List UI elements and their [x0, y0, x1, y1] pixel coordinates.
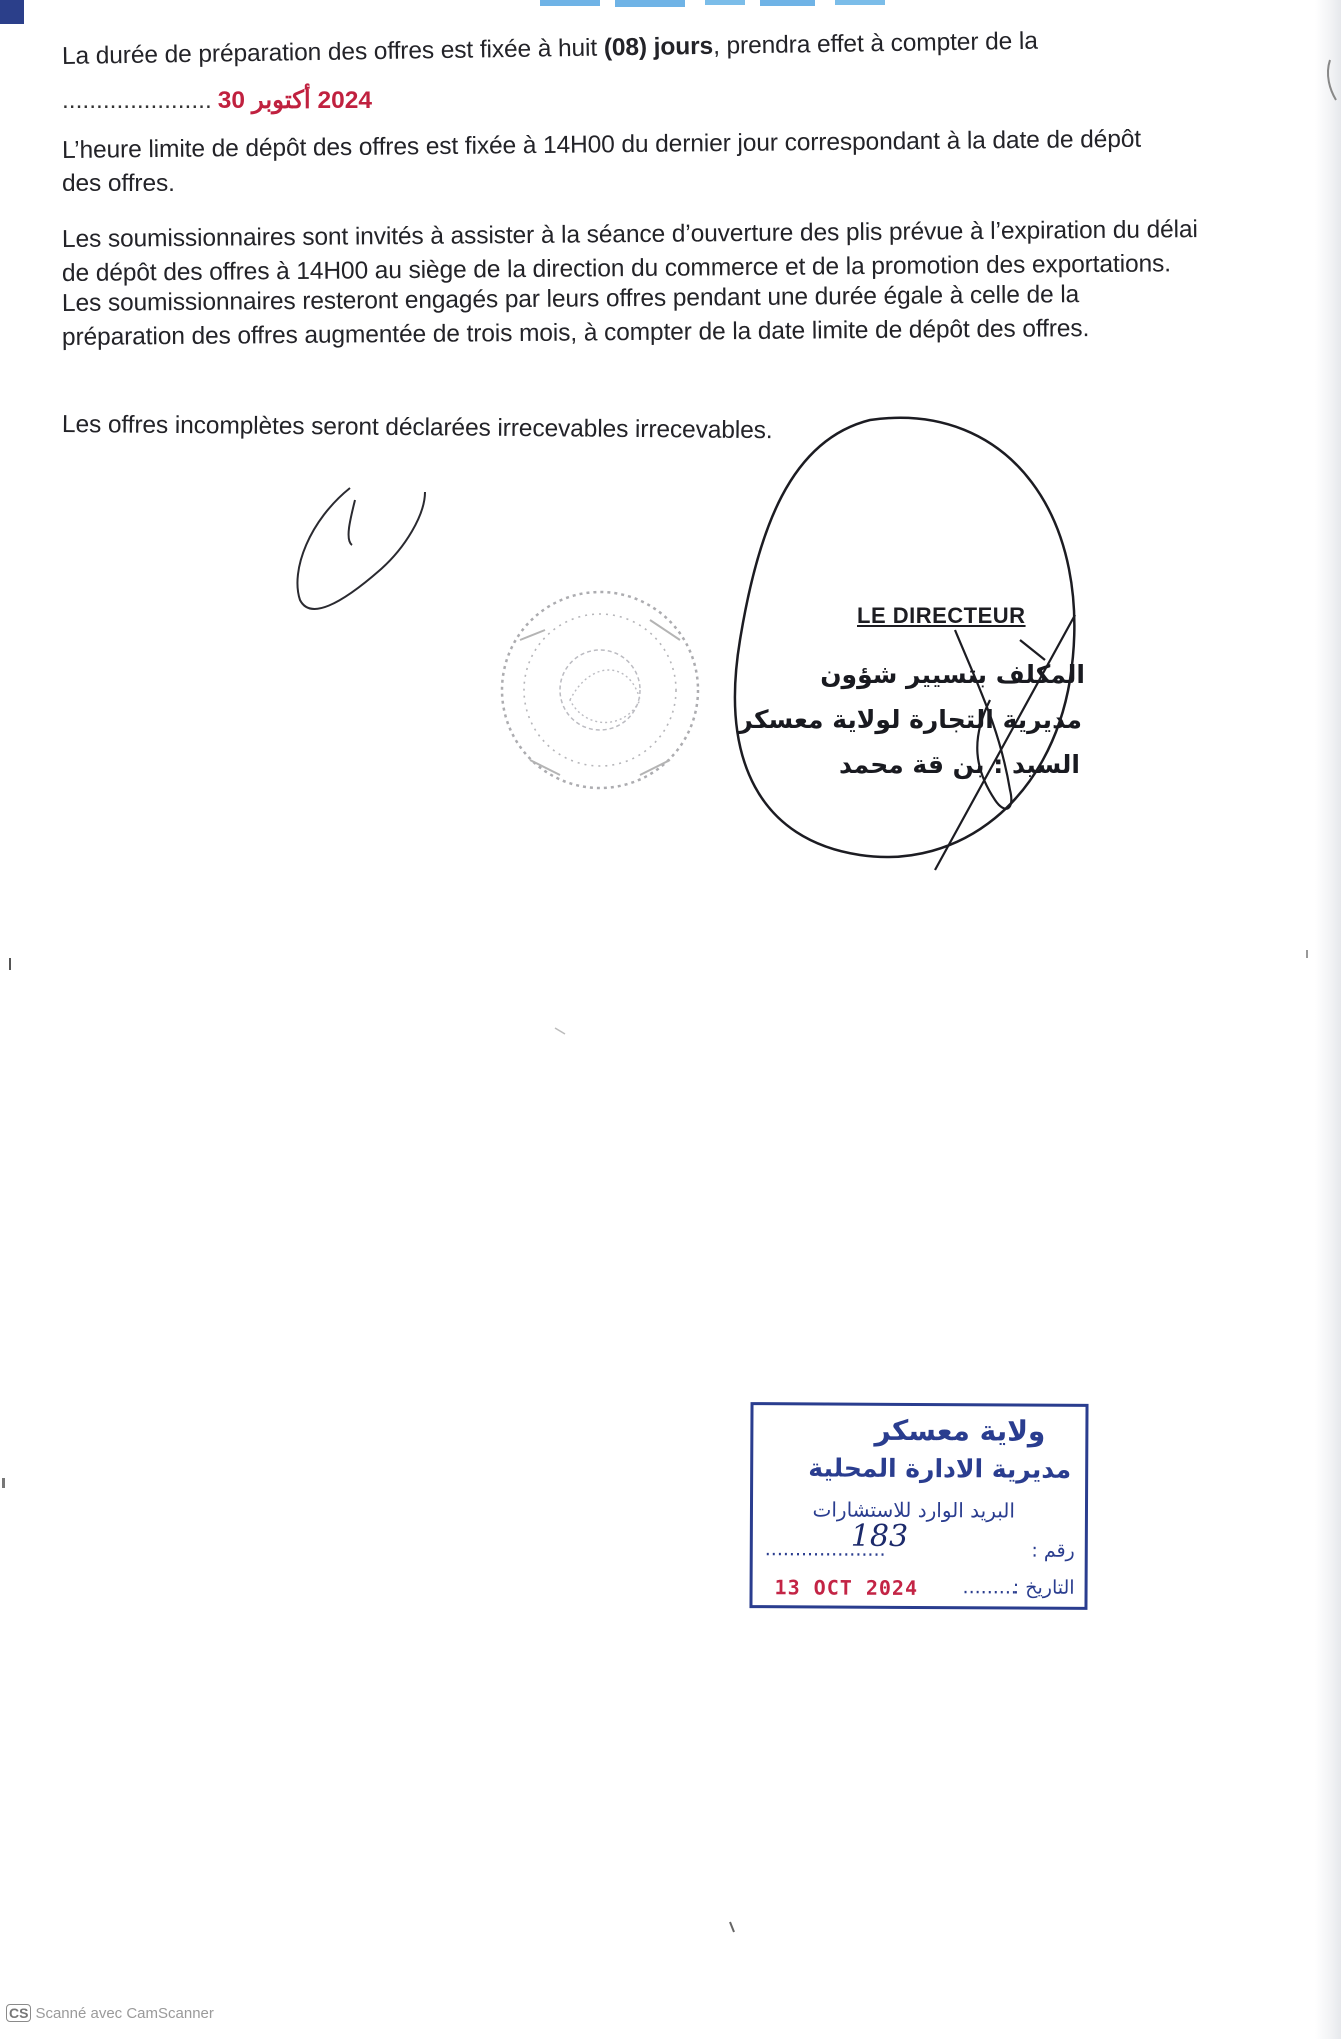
incomplete-offers-line: Les offres incomplètes seront déclarées irrecevables irrecevables. — [61, 411, 773, 445]
stamp-date-value: 13 OCT 2024 — [774, 1575, 919, 1600]
stamp-number-value: 183 — [850, 1518, 909, 1554]
camscanner-text: Scanné avec CamScanner — [35, 2005, 214, 2022]
stamp-wilaya: ولاية معسكر — [874, 1413, 1046, 1448]
stamp-mail-service: البريد الوارد للاستشارات — [812, 1497, 1016, 1523]
opening-line-3: Les soumissionnaires resteront engagés par leurs offres pendant une durée égale à celle de la — [61, 281, 1080, 317]
offer-duration-effect: , prendra effet à compter de la — [712, 27, 1038, 60]
offer-duration-days: (08) jours — [603, 32, 714, 62]
date-fill-dots: ...................... — [62, 87, 212, 114]
stamp-date-label: التاريخ : — [1012, 1576, 1075, 1599]
stamp-number-dots: .................... — [764, 1538, 886, 1561]
stamp-date-dots: ......... — [962, 1576, 1017, 1599]
opening-line-4: préparation des offres augmentée de trois mois, à compter de la date limite de dépôt des offres. — [61, 315, 1090, 351]
stamp-directorate: مديرية الادارة المحلية — [808, 1453, 1072, 1484]
stamp-number-label: رقم : — [1031, 1539, 1075, 1562]
signature-arabic-line-2: مديرية التجارة لولاية معسكر — [738, 705, 1082, 734]
opening-line-2: de dépôt des offres à 14H00 au siège de la direction du commerce et de la promotion des exportations. — [61, 250, 1172, 287]
signature-title: LE DIRECTEUR — [857, 603, 1026, 628]
handwritten-date-text: 2024 أكتوبر 30 — [217, 87, 373, 114]
signature-arabic-line-3: السيد : بن قة محمد — [839, 750, 1080, 779]
deadline-line-1: L’heure limite de dépôt des offres est fixée à 14H00 du dernier jour correspondant à la date de dépôt — [61, 125, 1142, 164]
camscanner-logo: CS — [6, 2004, 31, 2022]
opening-line-1: Les soumissionnaires sont invités à assister à la séance d’ouverture des plis prévue à l’expiration du délai — [61, 216, 1198, 253]
deadline-line-2: des offres. — [62, 170, 175, 197]
scanner-footer — [6, 2004, 214, 2022]
offer-duration-text: La durée de préparation des offres est fixée à huit — [61, 34, 605, 70]
signature-arabic-line-1: المكلف بتسيير شؤون — [820, 660, 1085, 689]
